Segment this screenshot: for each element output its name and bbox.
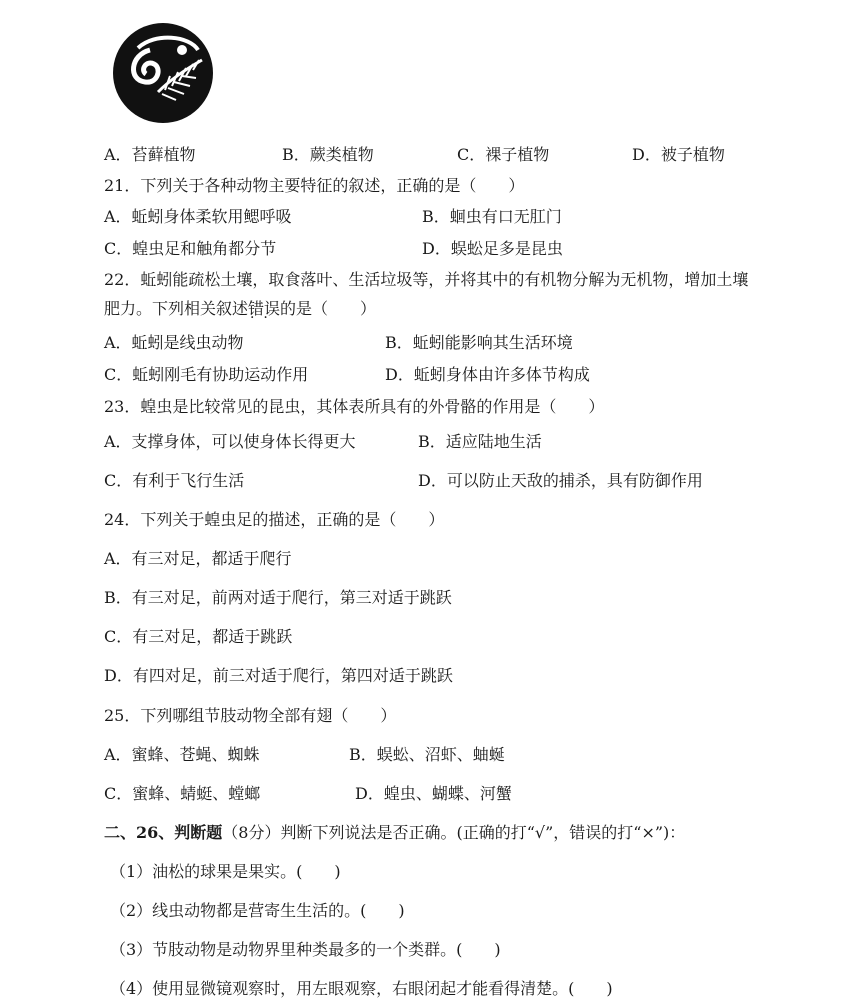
school-logo [110, 20, 216, 126]
judge-item-3: （3）节肢动物是动物界里种类最多的一个类群。( ) [110, 940, 501, 959]
q21-option-a: A．蚯蚓身体柔软用鳃呼吸 [104, 207, 292, 226]
q22-emphasis: 错误 · · [248, 299, 280, 318]
q24-option-a: A．有三对足，都适于爬行 [104, 549, 292, 568]
q20-option-b: B．蕨类植物 [282, 145, 374, 164]
judge-item-4: （4）使用显微镜观察时，用左眼观察，右眼闭起才能看得清楚。( ) [110, 979, 613, 998]
q25-option-a: A．蜜蜂、苍蝇、蜘蛛 [104, 745, 260, 764]
q24-stem: 24．下列关于蝗虫足的描述，正确的是（ ） [104, 510, 445, 529]
judge-item-1: （1）油松的球果是果实。( ) [110, 862, 341, 881]
q21-option-c: C．蝗虫足和触角都分节 [104, 239, 277, 258]
q23-option-a: A．支撑身体，可以使身体长得更大 [104, 432, 356, 451]
q22-option-b: B．蚯蚓能影响其生活环境 [385, 333, 573, 352]
section2-header [104, 822, 685, 844]
q22-stem-line1: 22．蚯蚓能疏松土壤，取食落叶、生活垃圾等，并将其中的有机物分解为无机物，增加土壤 [104, 270, 749, 289]
q23-option-d: D．可以防止天敌的捕杀，具有防御作用 [418, 471, 703, 490]
q20-option-a: A．苔藓植物 [104, 145, 196, 164]
q22-stem-pre: 肥力。下列相关叙述 [104, 299, 249, 318]
q22-stem-line2 [104, 298, 376, 320]
q21-stem: 21．下列关于各种动物主要特征的叙述，正确的是（ ） [104, 176, 525, 195]
q22-option-d: D．蚯蚓身体由许多体节构成 [385, 365, 590, 384]
q23-option-b: B．适应陆地生活 [418, 432, 542, 451]
q23-option-c: C．有利于飞行生活 [104, 471, 245, 490]
q25-stem: 25．下列哪组节肢动物全部有翅（ ） [104, 706, 397, 725]
q22-option-a: A．蚯蚓是线虫动物 [104, 333, 244, 352]
section2-instruction: 判断下列说法是否正确。(正确的打“√”，错误的打“×”)： [280, 823, 686, 842]
section2-score: （8分） [222, 823, 281, 842]
q24-option-c: C．有三对足，都适于跳跃 [104, 627, 293, 646]
q22-stem-post: 的是（ ） [280, 299, 377, 318]
q21-option-d: D．蜈蚣足多是昆虫 [422, 239, 563, 258]
q25-option-b: B．蜈蚣、沼虾、蚰蜒 [349, 745, 505, 764]
q20-option-d: D．被子植物 [632, 145, 725, 164]
judge-item-2: （2）线虫动物都是营寄生生活的。( ) [110, 901, 405, 920]
q25-option-c: C．蜜蜂、蜻蜓、螳螂 [104, 784, 261, 803]
q25-option-d: D．蝗虫、蝴蝶、河蟹 [355, 784, 512, 803]
q24-option-b: B．有三对足，前两对适于爬行，第三对适于跳跃 [104, 588, 452, 607]
q20-option-c: C．裸子植物 [457, 145, 550, 164]
section2-title: 二、26、判断题 [104, 823, 223, 842]
q23-stem: 23．蝗虫是比较常见的昆虫，其体表所具有的外骨骼的作用是（ ） [104, 397, 605, 416]
q21-option-b: B．蛔虫有口无肛门 [422, 207, 562, 226]
q24-option-d: D．有四对足，前三对适于爬行，第四对适于跳跃 [104, 666, 453, 685]
q22-option-c: C．蚯蚓刚毛有协助运动作用 [104, 365, 309, 384]
